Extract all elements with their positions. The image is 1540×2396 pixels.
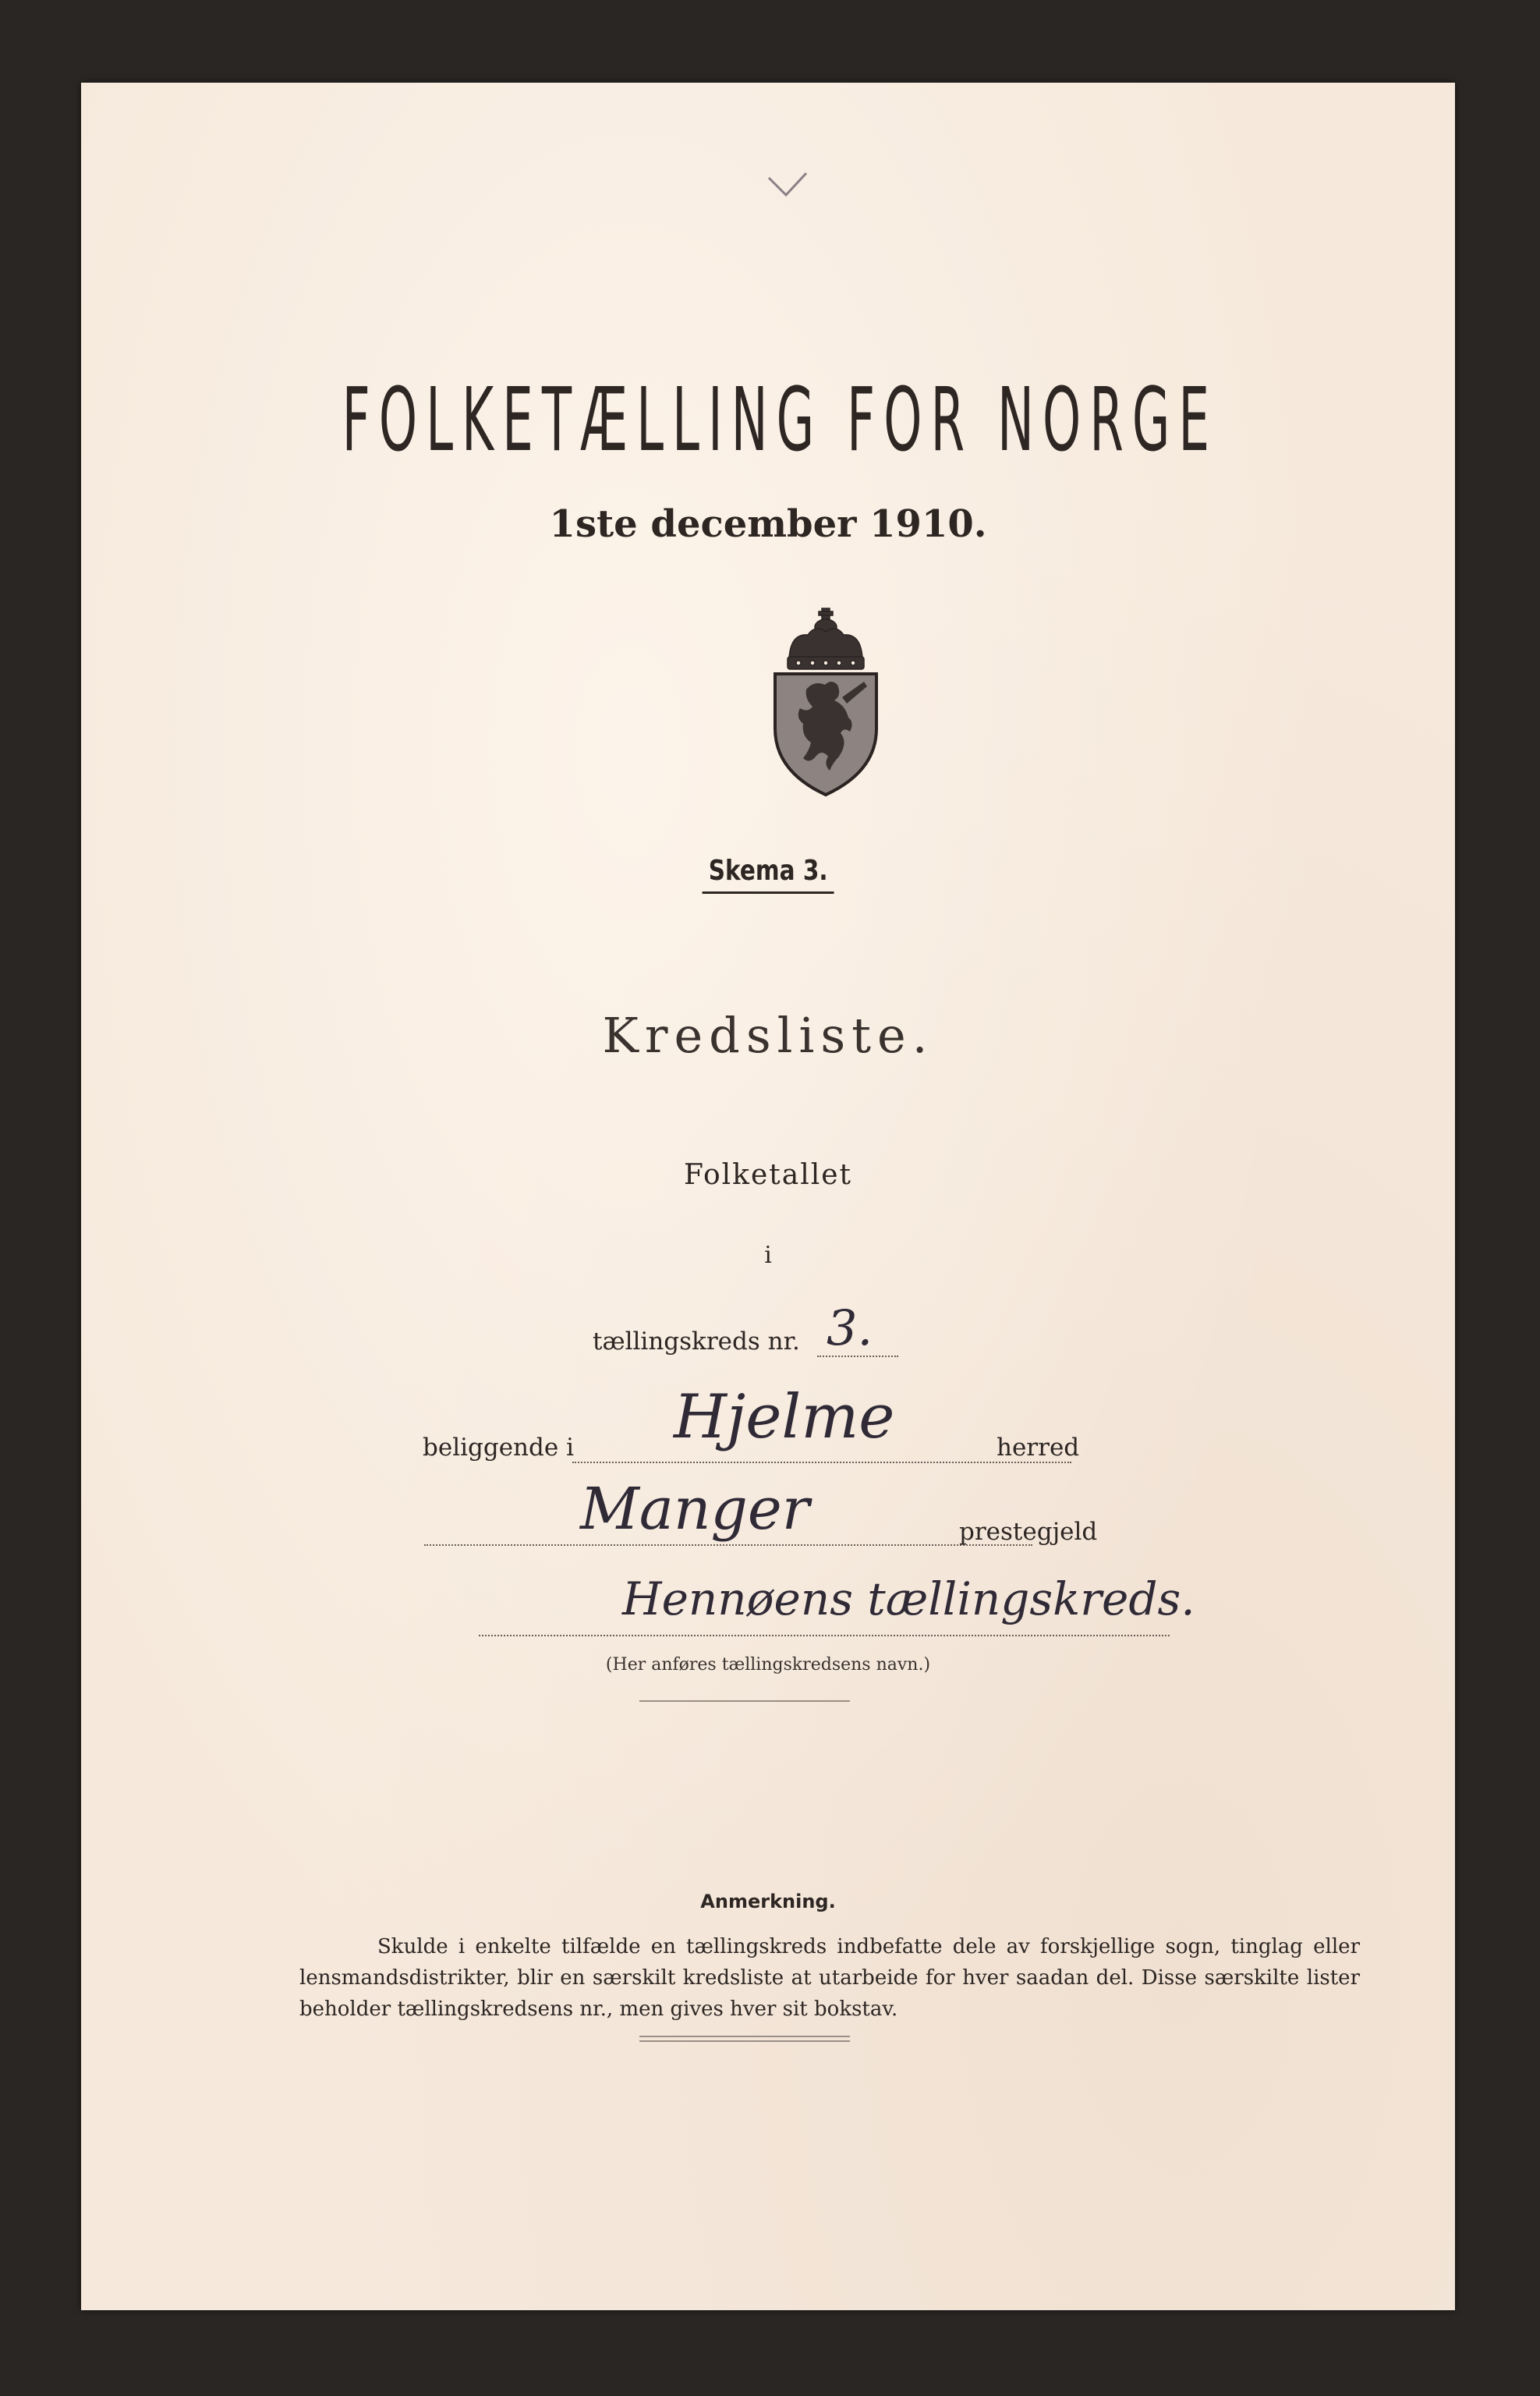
located-in-label: beliggende i xyxy=(423,1434,574,1462)
district-name-value: Hennøens tællingskreds. xyxy=(622,1572,1195,1625)
schema-number xyxy=(81,855,1455,894)
list-heading: Kredsliste. xyxy=(602,1007,934,1064)
remark-text: Skulde i enkelte tilfælde en tællingskreds indbefatte dele av forskjellige sogn, tinglag eller lensmandsdistrikter, blir en særskilt kredsliste at utarbeide for hver saadan del. Disse særskilte lister beholder tællingskredsens nr., men gives hver sit bokstav. xyxy=(299,1935,1360,2021)
schema-label: Skema 3. xyxy=(702,855,834,894)
prestegjeld-label: prestegjeld xyxy=(959,1518,1098,1546)
preposition-i: i xyxy=(764,1242,772,1269)
section-divider xyxy=(639,1700,850,1702)
footer-double-rule-bottom xyxy=(639,2040,850,2042)
pencil-check-mark xyxy=(766,170,809,201)
district-number-label: tællingskreds nr. xyxy=(593,1327,800,1356)
herred-line xyxy=(572,1462,1071,1463)
prestegjeld-value: Manger xyxy=(580,1476,810,1543)
coat-of-arms-icon xyxy=(767,604,884,799)
prestegjeld-line xyxy=(424,1544,1032,1546)
form-title: FOLKETÆLLING FOR NORGE xyxy=(342,370,1219,471)
district-name-caption: (Her anføres tællingskredsens navn.) xyxy=(605,1655,931,1675)
herred-value: Hjelme xyxy=(674,1382,895,1452)
footer-double-rule-top xyxy=(639,2036,850,2037)
district-name-line xyxy=(479,1635,1170,1636)
remark-title: Anmerkning. xyxy=(700,1891,836,1912)
district-number-value: 3. xyxy=(827,1299,873,1356)
census-form-page xyxy=(81,83,1455,2310)
population-label: Folketallet xyxy=(683,1159,853,1191)
census-date: 1ste december 1910. xyxy=(549,502,987,546)
herred-label: herred xyxy=(997,1434,1080,1462)
